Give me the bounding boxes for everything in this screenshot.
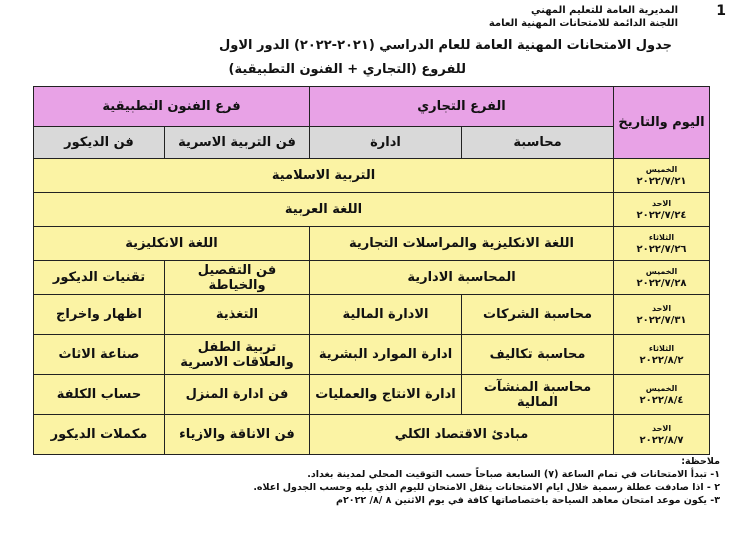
page-number: 1 — [716, 3, 726, 19]
commercial-subject: اللغة الانكليزية والمراسلات التجارية — [310, 227, 614, 261]
date-cell — [614, 375, 710, 415]
decor-header: فن الديكور — [34, 127, 165, 159]
day-name: الخميس — [645, 383, 678, 393]
date-cell — [614, 415, 710, 455]
home-education-subject: تربية الطفل والعلاقات الاسرية — [165, 335, 310, 375]
commercial-subject: المحاسبة الادارية — [310, 261, 614, 295]
day-name: الثلاثاء — [648, 232, 675, 242]
table-row — [34, 295, 710, 335]
exam-date: ٢٠٢٢/٧/٢٤ — [636, 209, 687, 221]
exam-schedule-table — [33, 86, 710, 455]
org-line-1: المديرية العامة للتعليم المهني — [531, 5, 678, 16]
notes-heading: ملاحظة: — [681, 456, 720, 467]
table-header-row — [34, 87, 710, 127]
accounting-subject: محاسبة الشركات — [462, 295, 614, 335]
home-education-subject: التغذية — [165, 295, 310, 335]
day-name: الاحد — [651, 423, 672, 433]
home-education-subject: فن الاناقة والازياء — [165, 415, 310, 455]
table-row — [34, 159, 710, 193]
document-title: جدول الامتحانات المهنية العامة للعام الدراسي (٢٠٢١-٢٠٢٢) الدور الاول — [219, 38, 672, 53]
management-header: ادارة — [310, 127, 462, 159]
exam-subject: اللغة العربية — [34, 193, 614, 227]
date-cell — [614, 261, 710, 295]
table-row — [34, 335, 710, 375]
date-cell — [614, 227, 710, 261]
decor-subject: اظهار واخراج — [34, 295, 165, 335]
decor-subject: صناعة الاثاث — [34, 335, 165, 375]
day-name: الثلاثاء — [648, 343, 675, 353]
notes-section — [10, 455, 720, 507]
decor-subject: مكملات الديكور — [34, 415, 165, 455]
management-subject: ادارة الانتاج والعمليات — [310, 375, 462, 415]
org-line-2: اللجنة الدائمة للامتحانات المهنية العامة — [488, 18, 678, 29]
home-education-subject: فن ادارة المنزل — [165, 375, 310, 415]
exam-date: ٢٠٢٢/٧/٣١ — [636, 314, 687, 326]
date-cell — [614, 335, 710, 375]
table-row — [34, 227, 710, 261]
exam-date: ٢٠٢٢/٧/٢٨ — [636, 277, 687, 289]
table-row — [34, 193, 710, 227]
table-row — [34, 261, 710, 295]
table-row — [34, 375, 710, 415]
management-subject: ادارة الموارد البشرية — [310, 335, 462, 375]
accounting-header: محاسبة — [462, 127, 614, 159]
note-item: ١- تبدأ الامتحانات في تمام الساعة (٧) السابعة صباحاً حسب التوقيت المحلي لمدينة بغداد. — [307, 469, 720, 480]
commercial-subject: مبادئ الاقتصاد الكلي — [310, 415, 614, 455]
home-education-subject: فن التفصيل والخياطة — [165, 261, 310, 295]
date-cell — [614, 193, 710, 227]
exam-subject: التربية الاسلامية — [34, 159, 614, 193]
date-cell — [614, 159, 710, 193]
accounting-subject: محاسبة تكاليف — [462, 335, 614, 375]
decor-subject: حساب الكلفة — [34, 375, 165, 415]
day-name: الاحد — [651, 303, 672, 313]
organization-header — [438, 4, 678, 30]
decor-subject: تقنيات الديكور — [34, 261, 165, 295]
note-item: ٢ - اذا صادفت عطلة رسمية خلال ايام الامتحانات ينقل الامتحان لليوم الذي يليه وحسب الجدول اعلاه. — [253, 482, 720, 493]
day-name: الخميس — [645, 164, 678, 174]
home-education-header: فن التربية الاسرية — [165, 127, 310, 159]
management-subject: الادارة المالية — [310, 295, 462, 335]
table-subheader-row — [34, 127, 710, 159]
note-item: ٣- يكون موعد امتحان معاهد السياحة باختصاصاتها كافة في يوم الاثنين ٨ /٨/ ٢٠٢٢م — [336, 495, 720, 506]
date-column-header: اليوم والتاريخ — [614, 87, 710, 159]
accounting-subject: محاسبة المنشآت المالية — [462, 375, 614, 415]
document-subtitle: للفروع (التجاري + الفنون التطبيقية) — [228, 62, 466, 77]
commercial-branch-header: الفرع التجاري — [310, 87, 614, 127]
applied-arts-subject: اللغة الانكليزية — [34, 227, 310, 261]
exam-date: ٢٠٢٢/٨/٤ — [639, 394, 684, 406]
exam-date: ٢٠٢٢/٨/٢ — [639, 354, 684, 366]
table-row — [34, 415, 710, 455]
day-name: الاحد — [651, 198, 672, 208]
date-cell — [614, 295, 710, 335]
day-name: الخميس — [645, 266, 678, 276]
applied-arts-branch-header: فرع الفنون التطبيقية — [34, 87, 310, 127]
exam-date: ٢٠٢٢/٧/٢١ — [636, 175, 687, 187]
exam-date: ٢٠٢٢/٧/٢٦ — [636, 243, 687, 255]
exam-date: ٢٠٢٢/٨/٧ — [639, 434, 684, 446]
